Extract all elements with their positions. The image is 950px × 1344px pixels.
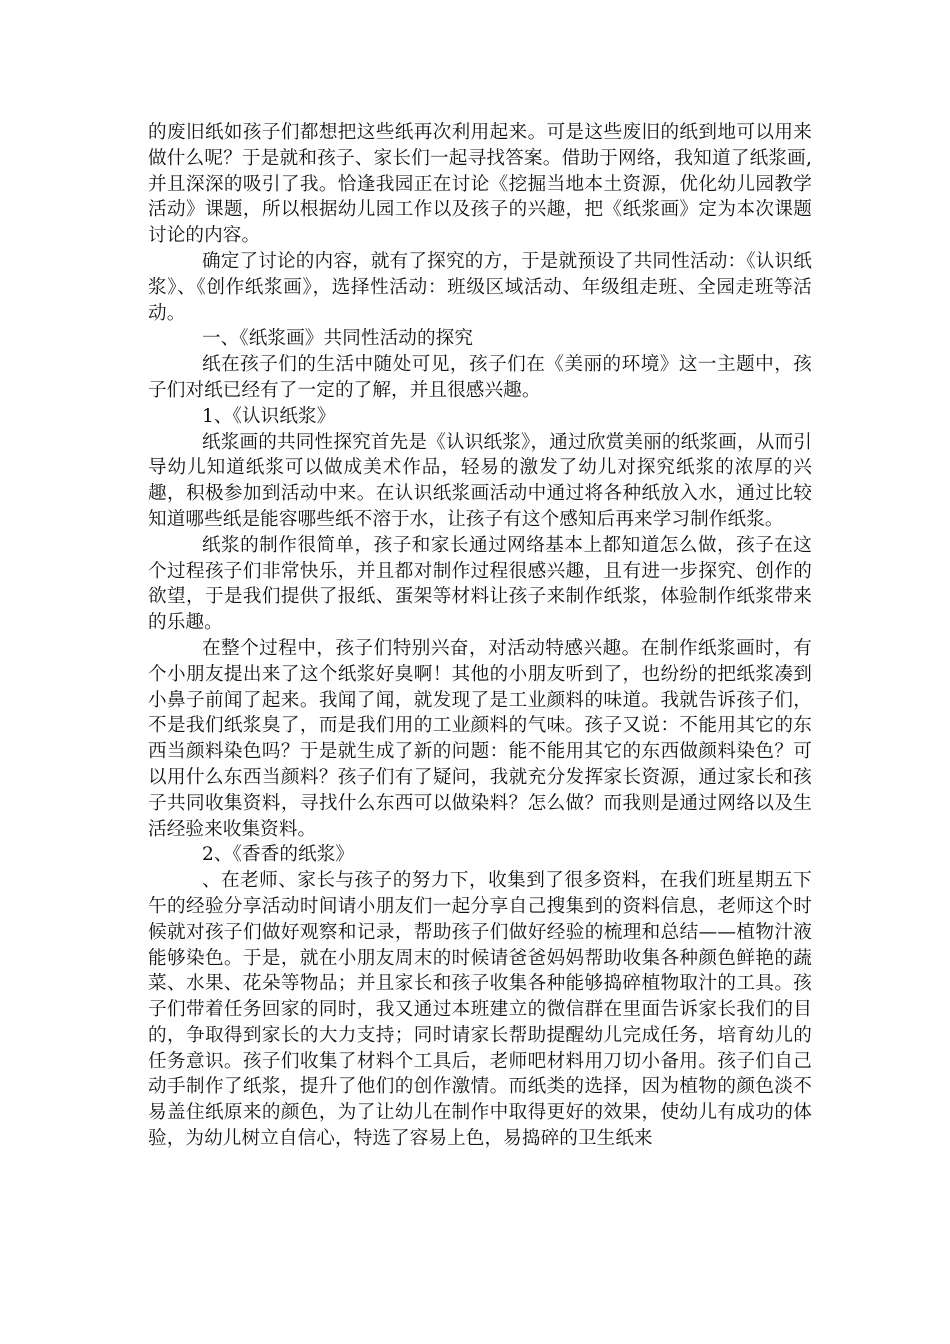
paragraph-activities-plan: 确定了讨论的内容，就有了探究的方，于是就预设了共同性活动：《认识纸浆》、《创作纸浆画》，选择性活动：班级区域活动、年级组走班、全园走班等活动。	[148, 250, 812, 324]
paragraph-know-pulp: 纸浆画的共同性探究首先是《认识纸浆》，通过欣赏美丽的纸浆画，从而引导幼儿知道纸浆可以做成美术作品，轻易的激发了幼儿对探究纸浆的浓厚的兴趣，积极参加到活动中来。在认识纸浆画活动中通过将各种纸放入水，通过比较知道哪些纸是能容哪些纸不溶于水，让孩子有这个感知后再来学习制作纸浆。	[148, 431, 812, 530]
paragraph-fragrant-pulp: 、在老师、家长与孩子的努力下，收集到了很多资料，在我们班星期五下午的经验分享活动时间请小朋友们一起分享自己搜集到的资料信息，老师这个时候就对孩子们做好观察和记录，帮助孩子们做好经验的梳理和总结——植物汁液能够染色。于是，就在小朋友周末的时候请爸爸妈妈帮助收集各种颜色鲜艳的蔬菜、水果、花朵等物品；并且家长和孩子收集各种能够捣碎植物取汁的工具。孩子们带着任务回家的同时，我又通过本班建立的微信群在里面告诉家长我们的目的，争取得到家长的大力支持；同时请家长帮助提醒幼儿完成任务，培育幼儿的任务意识。孩子们收集了材料个工具后，老师吧材料用刀切小备用。孩子们自己动手制作了纸浆，提升了他们的创作激情。而纸类的选择，因为植物的颜色淡不易盖住纸原来的颜色，为了让幼儿在制作中取得更好的效果，使幼儿有成功的体验，为幼儿树立自信心，特选了容易上色，易捣碎的卫生纸来	[148, 870, 812, 1150]
paragraph-paper-in-life: 纸在孩子们的生活中随处可见，孩子们在《美丽的环境》这一主题中，孩子们对纸已经有了一定的了解，并且很感兴趣。	[148, 354, 812, 401]
paragraph-making-pulp: 纸浆的制作很简单，孩子和家长通过网络基本上都知道怎么做，孩子在这个过程孩子们非常快乐，并且都对制作过程很感兴趣，且有进一步探究、创作的欲望，于是我们提供了报纸、蛋架等材料让孩子来制作纸浆，体验制作纸浆带来的乐趣。	[148, 534, 812, 634]
subheading-fragrant-pulp: 2、《香香的纸浆》	[201, 844, 355, 866]
paragraph-whole-process: 在整个过程中，孩子们特别兴奋，对活动特感兴趣。在制作纸浆画时，有个小朋友提出来了这个纸浆好臭啊！其他的小朋友听到了，也纷纷的把纸浆凑到小鼻子前闻了起来。我闻了闻，就发现了是工业颜料的味道。我就告诉孩子们，不是我们纸浆臭了，而是我们用的工业颜料的气味。孩子又说：不能用其它的东西当颜料染色吗？于是就生成了新的问题：能不能用其它的东西做颜料染色？可以用什么东西当颜料？孩子们有了疑问，我就充分发挥家长资源，通过家长和孩子共同收集资料，寻找什么东西可以做染料？怎么做？而我则是通过网络以及生活经验来收集资料。	[148, 637, 812, 840]
paragraph-intro-continuation: 的废旧纸如孩子们都想把这些纸再次利用起来。可是这些废旧的纸到地可以用来做什么呢？于是就和孩子、家长们一起寻找答案。借助于网络，我知道了纸浆画,并且深深的吸引了我。恰逢我园正在讨论《挖掘当地本土资源，优化幼儿园教学活动》课题，所以根据幼儿园工作以及孩子的兴趣，把《纸浆画》定为本次课题讨论的内容。	[148, 122, 812, 247]
subheading-know-pulp: 1、《认识纸浆》	[201, 405, 336, 427]
document-body	[148, 120, 812, 1152]
section-heading-common-activities: 一、《纸浆画》共同性活动的探究	[201, 328, 474, 350]
